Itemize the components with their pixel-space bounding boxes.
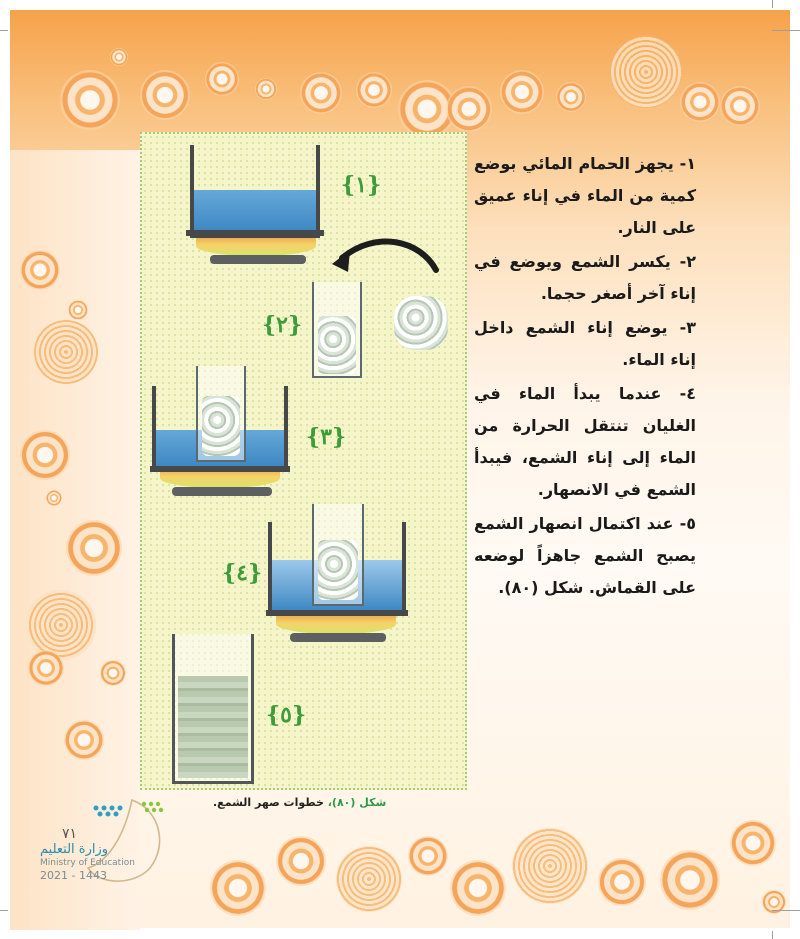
flower-decoration bbox=[680, 82, 720, 122]
logo-year-text: 2021 - 1443 bbox=[40, 869, 107, 882]
page-number: ٧١ bbox=[62, 826, 78, 842]
flower-decoration bbox=[408, 836, 448, 876]
flower-decoration bbox=[28, 650, 64, 686]
wax-chunks bbox=[202, 396, 240, 456]
flower-decoration bbox=[336, 846, 402, 912]
flower-decoration bbox=[140, 70, 190, 120]
crop-mark bbox=[772, 0, 773, 8]
flower-decoration bbox=[210, 860, 266, 916]
step-2-text: ٢- يكسر الشمع ويوضع في إناء آخر أصغر حجما. bbox=[474, 252, 696, 303]
flower-decoration bbox=[610, 36, 682, 108]
pot-bottom bbox=[186, 230, 324, 236]
melted-wax bbox=[178, 676, 248, 778]
flower-decoration bbox=[110, 48, 128, 66]
flower-decoration bbox=[598, 858, 646, 906]
flower-decoration bbox=[60, 70, 120, 130]
logo-english-text: Ministry of Education bbox=[40, 858, 135, 868]
flower-decoration bbox=[300, 72, 342, 114]
crop-mark bbox=[772, 910, 800, 911]
flower-decoration bbox=[66, 520, 122, 576]
flower-decoration bbox=[720, 86, 760, 126]
heater bbox=[276, 614, 396, 634]
flower-decoration bbox=[34, 320, 98, 384]
flower-decoration bbox=[450, 860, 506, 916]
water bbox=[194, 190, 316, 234]
flower-decoration bbox=[205, 62, 239, 96]
flower-decoration bbox=[20, 430, 70, 480]
figure-label-3: {٣} bbox=[306, 424, 347, 450]
flower-decoration bbox=[356, 72, 392, 108]
crop-mark bbox=[772, 931, 773, 939]
figure-label-1: {١} bbox=[341, 172, 382, 198]
step-1-text: ١- يجهز الحمام المائي بوضع كمية من الماء في إناء عميق على النار. bbox=[474, 154, 696, 237]
flower-decoration bbox=[26, 590, 96, 660]
flower-decoration bbox=[46, 490, 62, 506]
step-3-text: ٣- يوضع إناء الشمع داخل إناء الماء. bbox=[474, 318, 696, 369]
flower-decoration bbox=[446, 86, 492, 132]
instructions-text bbox=[474, 148, 696, 606]
flower-decoration bbox=[276, 836, 326, 886]
heater-base bbox=[290, 633, 386, 642]
flower-decoration bbox=[64, 720, 104, 760]
figure-caption bbox=[213, 796, 386, 809]
flower-decoration bbox=[255, 78, 277, 100]
figure-label-5: {٥} bbox=[266, 702, 307, 728]
flower-decoration bbox=[730, 820, 776, 866]
flower-decoration bbox=[500, 70, 544, 114]
crop-mark bbox=[0, 30, 8, 31]
flower-decoration bbox=[20, 250, 60, 290]
crop-mark bbox=[0, 910, 8, 911]
flower-decoration bbox=[512, 828, 588, 904]
heater bbox=[196, 236, 316, 256]
flower-decoration bbox=[660, 850, 720, 910]
melting-wax bbox=[318, 540, 358, 600]
flower-decoration bbox=[68, 300, 88, 320]
step-4-text: ٤- عندما يبدأ الماء في الغليان تنتقل الحرارة من الماء إلى إناء الشمع، فيبدأ الشمع في الانصهار. bbox=[474, 384, 696, 499]
crop-mark bbox=[772, 30, 800, 31]
heater-base bbox=[172, 487, 272, 496]
flower-decoration bbox=[556, 82, 586, 112]
figure-label-2: {٢} bbox=[262, 312, 303, 338]
logo-arabic-text: وزارة التعليم bbox=[40, 842, 109, 857]
curved-arrow-icon bbox=[328, 232, 440, 274]
heater-base bbox=[210, 255, 306, 264]
caption-text: خطوات صهر الشمع. bbox=[213, 796, 328, 809]
step-5-text: ٥- عند اكتمال انصهار الشمع يصبح الشمع جاهزاً لوضعه على القماش. شكل (٨٠). bbox=[474, 514, 696, 597]
figure-label-4: {٤} bbox=[222, 560, 263, 586]
water-pot bbox=[190, 145, 320, 238]
pot-bottom bbox=[150, 466, 290, 472]
caption-figure-number: شكل (٨٠)، bbox=[327, 796, 387, 809]
wax-pieces bbox=[394, 296, 448, 350]
pot-bottom bbox=[266, 610, 408, 616]
flower-decoration bbox=[100, 660, 126, 686]
wax-chunks bbox=[318, 316, 356, 374]
